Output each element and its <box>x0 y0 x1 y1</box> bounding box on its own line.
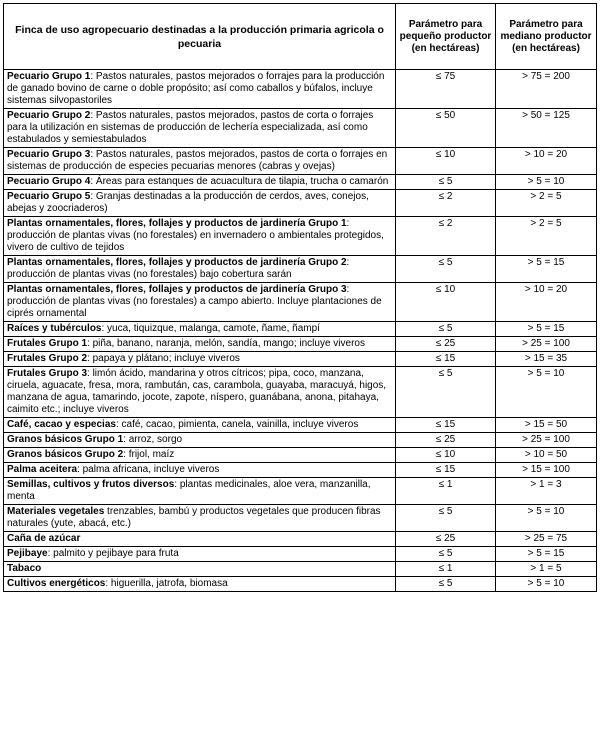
row-category-detail: : producción de plantas vivas (no forestales) a campo abierto. Incluye plantaciones de ciprés ornamental <box>7 284 382 319</box>
row-category-name: Frutales Grupo 2 <box>7 353 88 364</box>
row-small-producer-value: ≤ 5 <box>396 505 496 532</box>
row-medium-producer-value: > 5 = 10 <box>496 367 597 418</box>
table-row <box>4 562 597 577</box>
row-description <box>4 256 396 283</box>
row-small-producer-value: ≤ 25 <box>396 433 496 448</box>
row-small-producer-value: ≤ 2 <box>396 190 496 217</box>
row-description <box>4 367 396 418</box>
row-medium-producer-value: > 2 = 5 <box>496 190 597 217</box>
row-medium-producer-value: > 50 = 125 <box>496 109 597 148</box>
row-category-detail: : piña, banano, naranja, melón, sandía, mango; incluye viveros <box>87 338 365 349</box>
row-category-detail: : palma africana, incluye viveros <box>77 464 220 475</box>
row-category-detail: : arroz, sorgo <box>123 434 183 445</box>
row-category-name: Cultivos energéticos <box>7 578 106 589</box>
row-category-name: Pecuario Grupo 3 <box>7 149 91 160</box>
row-small-producer-value: ≤ 1 <box>396 478 496 505</box>
row-small-producer-value: ≤ 5 <box>396 547 496 562</box>
row-category-detail: : Pastos naturales, pastos mejorados, pastos de corta o forrajes para la utilización en sistemas de producción de lechería especializada, así como estabulados y semiestabulados <box>7 110 374 145</box>
row-medium-producer-value: > 15 = 50 <box>496 418 597 433</box>
table-row <box>4 337 597 352</box>
row-medium-producer-value: > 10 = 20 <box>496 148 597 175</box>
table-row <box>4 190 597 217</box>
row-medium-producer-value: > 5 = 10 <box>496 505 597 532</box>
row-medium-producer-value: > 10 = 20 <box>496 283 597 322</box>
row-small-producer-value: ≤ 2 <box>396 217 496 256</box>
row-description <box>4 547 396 562</box>
row-description <box>4 448 396 463</box>
row-small-producer-value: ≤ 15 <box>396 463 496 478</box>
table-row <box>4 217 597 256</box>
row-small-producer-value: ≤ 25 <box>396 337 496 352</box>
row-small-producer-value: ≤ 1 <box>396 562 496 577</box>
row-category-name: Pecuario Grupo 1 <box>7 71 91 82</box>
table-row <box>4 532 597 547</box>
row-category-name: Materiales vegetales <box>7 506 105 517</box>
row-small-producer-value: ≤ 10 <box>396 148 496 175</box>
row-description <box>4 322 396 337</box>
row-category-detail: : frijol, maíz <box>123 449 175 460</box>
row-medium-producer-value: > 1 = 5 <box>496 562 597 577</box>
row-category-name: Pejibaye <box>7 548 48 559</box>
row-category-name: Plantas ornamentales, flores, follajes y productos de jardinería Grupo 2 <box>7 257 347 268</box>
table-row <box>4 367 597 418</box>
row-small-producer-value: ≤ 5 <box>396 175 496 190</box>
row-description <box>4 175 396 190</box>
row-description <box>4 70 396 109</box>
row-description <box>4 577 396 592</box>
row-category-detail: : café, cacao, pimienta, canela, vainilla, incluye viveros <box>115 419 359 430</box>
header-medium-producer: Parámetro para mediano productor (en hectáreas) <box>496 4 597 70</box>
row-medium-producer-value: > 10 = 50 <box>496 448 597 463</box>
table-header-row <box>4 4 597 70</box>
row-category-detail: : higuerilla, jatrofa, biomasa <box>105 578 228 589</box>
row-category-detail: : Pastos naturales, pastos mejorados, pastos de corta o forrajes en sistemas de producción de especies pecuarias menores (cabras y ovejas) <box>7 149 388 172</box>
row-medium-producer-value: > 25 = 75 <box>496 532 597 547</box>
table-row <box>4 478 597 505</box>
row-category-name: Café, cacao y especias <box>7 419 116 430</box>
row-medium-producer-value: > 5 = 10 <box>496 175 597 190</box>
row-medium-producer-value: > 15 = 35 <box>496 352 597 367</box>
row-small-producer-value: ≤ 5 <box>396 367 496 418</box>
row-category-name: Granos básicos Grupo 2 <box>7 449 124 460</box>
row-category-detail: : limón ácido, mandarina y otros cítricos; pipa, coco, manzana, ciruela, aguacate, fresa, mora, rambután, cas, carambola, guayaba, maracuyá, higos, manzana de agua, tamarindo, jocote, zapote, níspero, guanábana, anona, pitahaya, caimito etc.; incluye viveros <box>7 368 387 415</box>
row-category-name: Granos básicos Grupo 1 <box>7 434 124 445</box>
document-page <box>3 3 596 592</box>
row-category-name: Frutales Grupo 1 <box>7 338 88 349</box>
row-category-detail: : Áreas para estanques de acuacultura de tilapia, trucha o camarón <box>90 176 389 187</box>
row-category-detail: trenzables, bambú y productos vegetales que producen fibras naturales (yute, abacá, etc.) <box>7 506 381 529</box>
table-row <box>4 352 597 367</box>
table-row <box>4 463 597 478</box>
row-medium-producer-value: > 75 = 200 <box>496 70 597 109</box>
row-category-name: Frutales Grupo 3 <box>7 368 88 379</box>
row-category-name: Pecuario Grupo 2 <box>7 110 91 121</box>
row-category-detail: : yuca, tiquizque, malanga, camote, ñame, ñampí <box>101 323 320 334</box>
table-row <box>4 109 597 148</box>
row-category-name: Palma aceitera <box>7 464 78 475</box>
producer-parameters-table <box>3 3 597 592</box>
row-medium-producer-value: > 25 = 100 <box>496 433 597 448</box>
row-category-detail: : palmito y pejibaye para fruta <box>47 548 179 559</box>
row-category-detail: : Granjas destinadas a la producción de cerdos, aves, conejos, abejas y zoocriaderos) <box>7 191 369 214</box>
row-medium-producer-value: > 5 = 15 <box>496 322 597 337</box>
table-row <box>4 505 597 532</box>
header-small-producer: Parámetro para pequeño productor (en hectáreas) <box>396 4 496 70</box>
row-description <box>4 148 396 175</box>
table-row <box>4 256 597 283</box>
table-row <box>4 418 597 433</box>
row-category-name: Tabaco <box>7 563 42 574</box>
table-row <box>4 148 597 175</box>
row-category-name: Semillas, cultivos y frutos diversos <box>7 479 175 490</box>
row-small-producer-value: ≤ 5 <box>396 322 496 337</box>
row-description <box>4 190 396 217</box>
row-description <box>4 418 396 433</box>
row-description <box>4 283 396 322</box>
row-description <box>4 337 396 352</box>
row-description <box>4 433 396 448</box>
row-description <box>4 352 396 367</box>
table-row <box>4 547 597 562</box>
header-description: Finca de uso agropecuario destinadas a la producción primaria agricola o pecuaria <box>4 4 396 70</box>
row-small-producer-value: ≤ 10 <box>396 283 496 322</box>
row-category-name: Caña de azúcar <box>7 533 81 544</box>
row-description <box>4 505 396 532</box>
row-description <box>4 109 396 148</box>
row-medium-producer-value: > 15 = 100 <box>496 463 597 478</box>
row-medium-producer-value: > 5 = 15 <box>496 547 597 562</box>
row-small-producer-value: ≤ 15 <box>396 352 496 367</box>
row-description <box>4 532 396 547</box>
table-row <box>4 175 597 190</box>
row-category-detail: : plantas medicinales, aloe vera, manzanilla, menta <box>7 479 371 502</box>
row-small-producer-value: ≤ 5 <box>396 577 496 592</box>
table-row <box>4 70 597 109</box>
table-row <box>4 283 597 322</box>
row-small-producer-value: ≤ 50 <box>396 109 496 148</box>
row-small-producer-value: ≤ 15 <box>396 418 496 433</box>
row-small-producer-value: ≤ 10 <box>396 448 496 463</box>
row-category-name: Pecuario Grupo 4 <box>7 176 91 187</box>
row-category-detail: : producción de plantas vivas (no forestales) bajo cobertura sarán <box>7 257 350 280</box>
table-row <box>4 433 597 448</box>
table-row <box>4 448 597 463</box>
row-category-name: Plantas ornamentales, flores, follajes y productos de jardinería Grupo 1 <box>7 218 347 229</box>
row-description <box>4 562 396 577</box>
row-medium-producer-value: > 2 = 5 <box>496 217 597 256</box>
row-description <box>4 217 396 256</box>
row-category-detail: : producción de plantas vivas (no forestales) en invernadero o ambientales protegidos, vivero de cultivo de tejidos <box>7 218 384 253</box>
row-category-name: Pecuario Grupo 5 <box>7 191 91 202</box>
row-medium-producer-value: > 5 = 15 <box>496 256 597 283</box>
table-row <box>4 322 597 337</box>
row-description <box>4 478 396 505</box>
row-small-producer-value: ≤ 25 <box>396 532 496 547</box>
table-row <box>4 577 597 592</box>
row-category-name: Plantas ornamentales, flores, follajes y productos de jardinería Grupo 3 <box>7 284 347 295</box>
row-medium-producer-value: > 25 = 100 <box>496 337 597 352</box>
row-description <box>4 463 396 478</box>
row-medium-producer-value: > 1 = 3 <box>496 478 597 505</box>
row-medium-producer-value: > 5 = 10 <box>496 577 597 592</box>
row-small-producer-value: ≤ 75 <box>396 70 496 109</box>
row-category-name: Raíces y tubérculos <box>7 323 102 334</box>
row-category-detail: : papaya y plátano; incluye viveros <box>87 353 240 364</box>
row-small-producer-value: ≤ 5 <box>396 256 496 283</box>
row-category-detail: : Pastos naturales, pastos mejorados o forrajes para la producción de ganado bovino de carne o doble propósito; así como caballos y búfalos, incluye sistemas silvopastoriles <box>7 71 385 106</box>
